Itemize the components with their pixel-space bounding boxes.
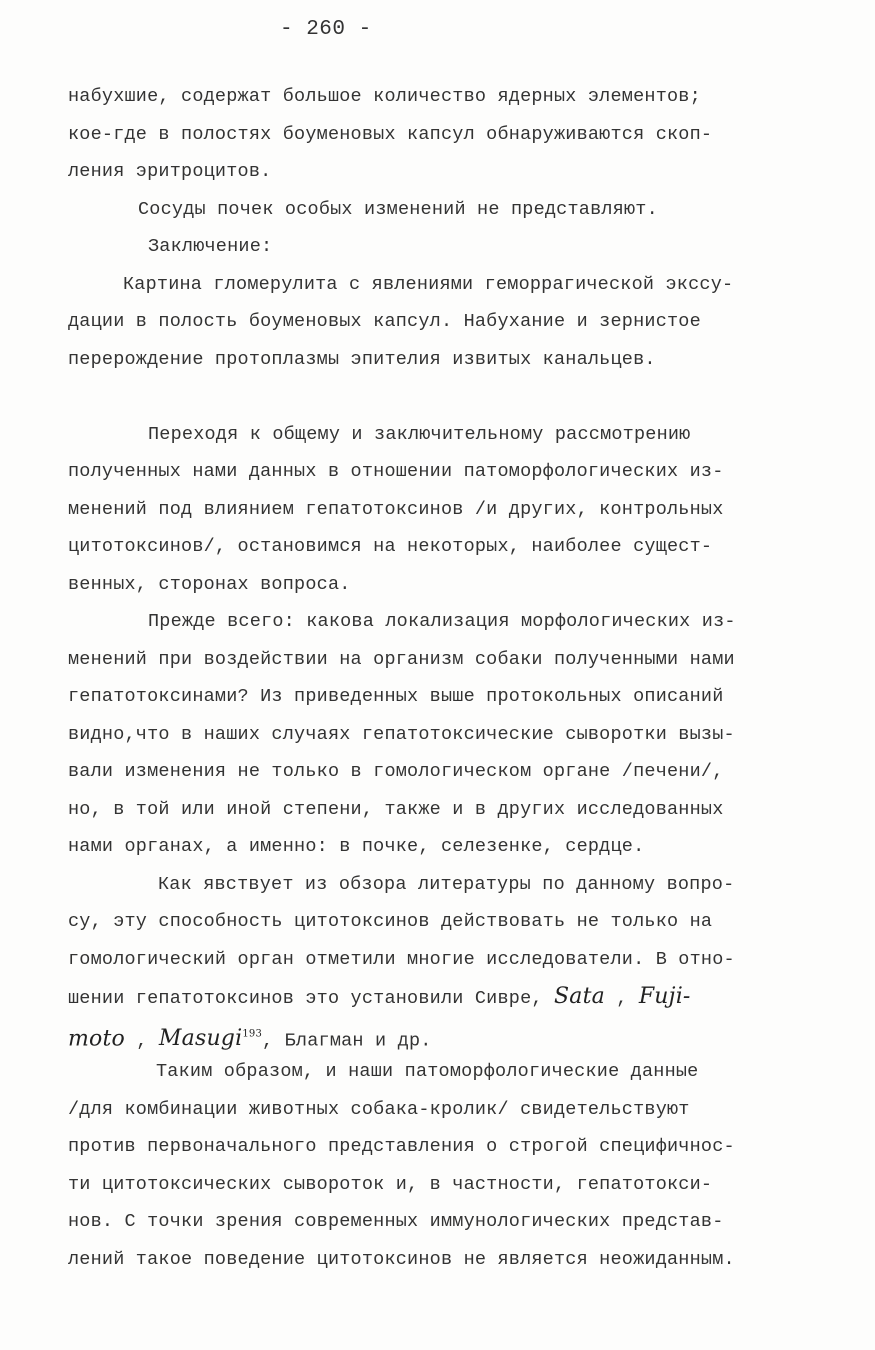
text-line: вали изменения не только в гомологическом органе /печени/, xyxy=(68,761,724,782)
text-line-lead: шении гепатотоксинов это установили Сивре, xyxy=(68,988,554,1009)
text-line: гепатотоксинами? Из приведенных выше протокольных описаний xyxy=(68,686,724,707)
text-line: Картина гломерулита с явлениями геморрагической экссу- xyxy=(123,273,734,295)
text-line: менений при воздействии на организм собаки полученными нами xyxy=(68,648,735,670)
text-line xyxy=(68,378,808,416)
text-line: нов. С точки зрения современных иммунологических представ- xyxy=(68,1211,724,1232)
text-line: Заключение: xyxy=(148,236,273,257)
text-line: нами органах, а именно: в почке, селезенке, сердце. xyxy=(68,836,645,857)
paragraph-block-top xyxy=(68,78,808,978)
text-line: видно,что в наших случаях гепатотоксические сыворотки вызы- xyxy=(68,723,735,745)
text-line: Переходя к общему и заключительному рассмотрению xyxy=(148,423,691,445)
separator-comma: , xyxy=(604,988,639,1009)
masugi-text: Masugi xyxy=(158,1025,243,1051)
text-line: венных, сторонах вопроса. xyxy=(68,573,351,595)
body-text xyxy=(68,78,808,1278)
handwritten-name-sata: Sata xyxy=(553,984,605,1009)
text-line: но, в той или иной степени, также и в других исследованных xyxy=(68,798,724,820)
text-line-tail: , Благман и др. xyxy=(262,1029,432,1051)
text-line: против первоначального представления о строгой специфичнос- xyxy=(68,1136,735,1157)
text-line: ления эритроцитов. xyxy=(68,161,272,182)
text-line-handwritten-authors-cont xyxy=(68,1016,808,1054)
handwritten-name-fuji: Fuji- xyxy=(638,984,691,1009)
page-number: - 260 - xyxy=(280,18,372,41)
text-line-handwritten-authors xyxy=(68,978,808,1016)
text-line: дации в полость боуменовых капсул. Набухание и зернистое xyxy=(68,311,701,332)
text-line: Прежде всего: какова локализация морфологических из- xyxy=(148,611,736,632)
text-line: менений под влиянием гепатотоксинов /и других, контрольных xyxy=(68,498,724,520)
separator-comma: , xyxy=(125,1029,159,1051)
paragraph-block-bottom xyxy=(68,1053,808,1278)
text-line: цитотоксинов/, остановимся на некоторых, наиболее сущест- xyxy=(68,536,713,557)
masugi-reference: 193 xyxy=(242,1028,263,1040)
text-line: набухшие, содержат большое количество ядерных элементов; xyxy=(68,86,701,107)
text-line: лений такое поведение цитотоксинов не является неожиданным. xyxy=(68,1248,735,1270)
text-line: Как явствует из обзора литературы по данному вопро- xyxy=(158,873,735,895)
text-line: /для комбинации животных собака-кролик/ свидетельствуют xyxy=(68,1098,690,1120)
text-line: кое-где в полостях боуменовых капсул обнаруживаются скоп- xyxy=(68,123,713,145)
handwritten-name-moto: moto xyxy=(68,1025,125,1051)
handwritten-name-masugi xyxy=(159,1026,262,1051)
text-line: полученных нами данных в отношении патоморфологических из- xyxy=(68,461,724,482)
text-line: су, эту способность цитотоксинов действовать не только на xyxy=(68,911,713,932)
text-line: Сосуды почек особых изменений не представляют. xyxy=(138,198,658,220)
text-line: ти цитотоксических сывороток и, в частности, гепатотокси- xyxy=(68,1173,713,1195)
text-line: Таким образом, и наши патоморфологические данные xyxy=(156,1061,699,1082)
text-line: перерождение протоплазмы эпителия извитых канальцев. xyxy=(68,348,656,370)
text-line: гомологический орган отметили многие исследователи. В отно- xyxy=(68,948,735,970)
